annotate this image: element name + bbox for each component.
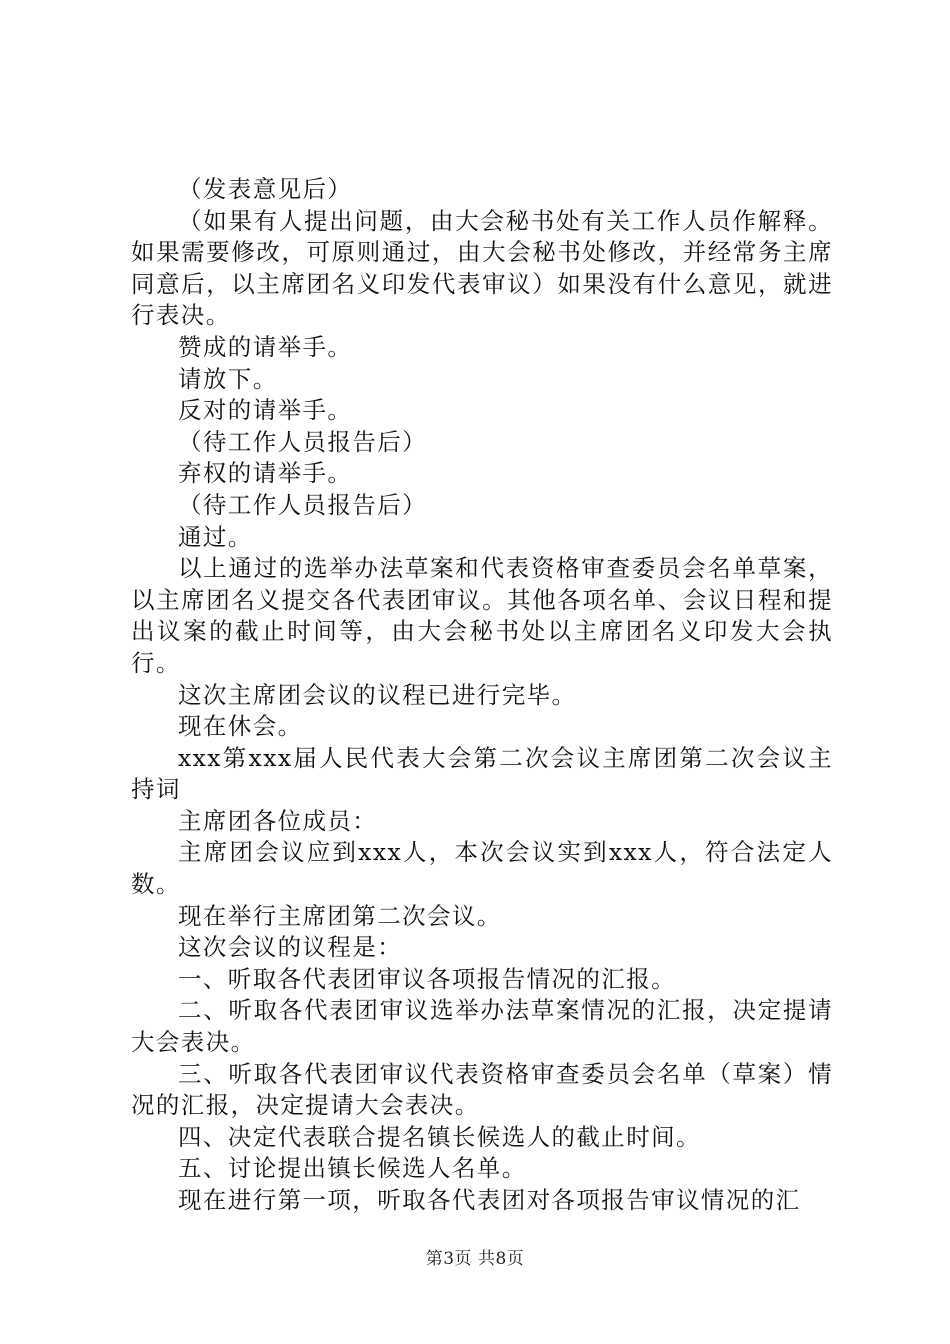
paragraph: （待工作人员报告后）: [178, 427, 427, 456]
paragraph: （如果有人提出问题，由大会秘书处有关工作人员作解释。如果需要修改，可原则通过，由大会秘书处修改，并经常务主席同意后，以主席团名义印发代表审议）如果没有什么意见，就进行表决。: [131, 206, 833, 330]
paragraph: 主席团会议应到xxx人，本次会议实到xxx人，符合法定人数。: [131, 838, 833, 899]
document-body: [131, 174, 833, 1217]
paragraph: 主席团各位成员：: [178, 806, 378, 835]
paragraph: 这次主席团会议的议程已进行完毕。: [178, 680, 577, 709]
agenda-item: 一、听取各代表团审议各项报告情况的汇报。: [178, 964, 676, 993]
paragraph: 弃权的请举手。: [178, 459, 353, 488]
paragraph: 以上通过的选举办法草案和代表资格审查委员会名单草案，以主席团名义提交各代表团审议。其他各项名单、会议日程和提出议案的截止时间等，由大会秘书处以主席团名义印发大会执行。: [131, 554, 833, 677]
paragraph: 通过。: [178, 522, 253, 551]
paragraph: 请放下。: [178, 364, 278, 393]
agenda-item: 五、讨论提出镇长候选人名单。: [178, 1154, 527, 1183]
paragraph: 现在进行第一项，听取各代表团对各项报告审议情况的汇: [178, 1186, 801, 1214]
paragraph: 现在举行主席团第二次会议。: [178, 901, 502, 930]
paragraph: （待工作人员报告后）: [178, 490, 427, 519]
agenda-item: 四、决定代表联合提名镇长候选人的截止时间。: [178, 1122, 701, 1151]
agenda-item: 三、听取各代表团审议代表资格审查委员会名单（草案）情况的汇报，决定提请大会表决。: [131, 1059, 833, 1120]
section-title: xxx第xxx届人民代表大会第二次会议主席团第二次会议主持词: [131, 743, 833, 804]
paragraph: 反对的请举手。: [178, 396, 353, 425]
agenda-item: 二、听取各代表团审议选举办法草案情况的汇报，决定提请大会表决。: [131, 996, 833, 1057]
page-footer: 第3页 共8页: [425, 1249, 525, 1269]
paragraph: （发表意见后）: [178, 175, 353, 203]
paragraph: 现在休会。: [178, 712, 303, 741]
paragraph: 赞成的请举手。: [178, 332, 353, 361]
paragraph: 这次会议的议程是：: [178, 933, 403, 962]
